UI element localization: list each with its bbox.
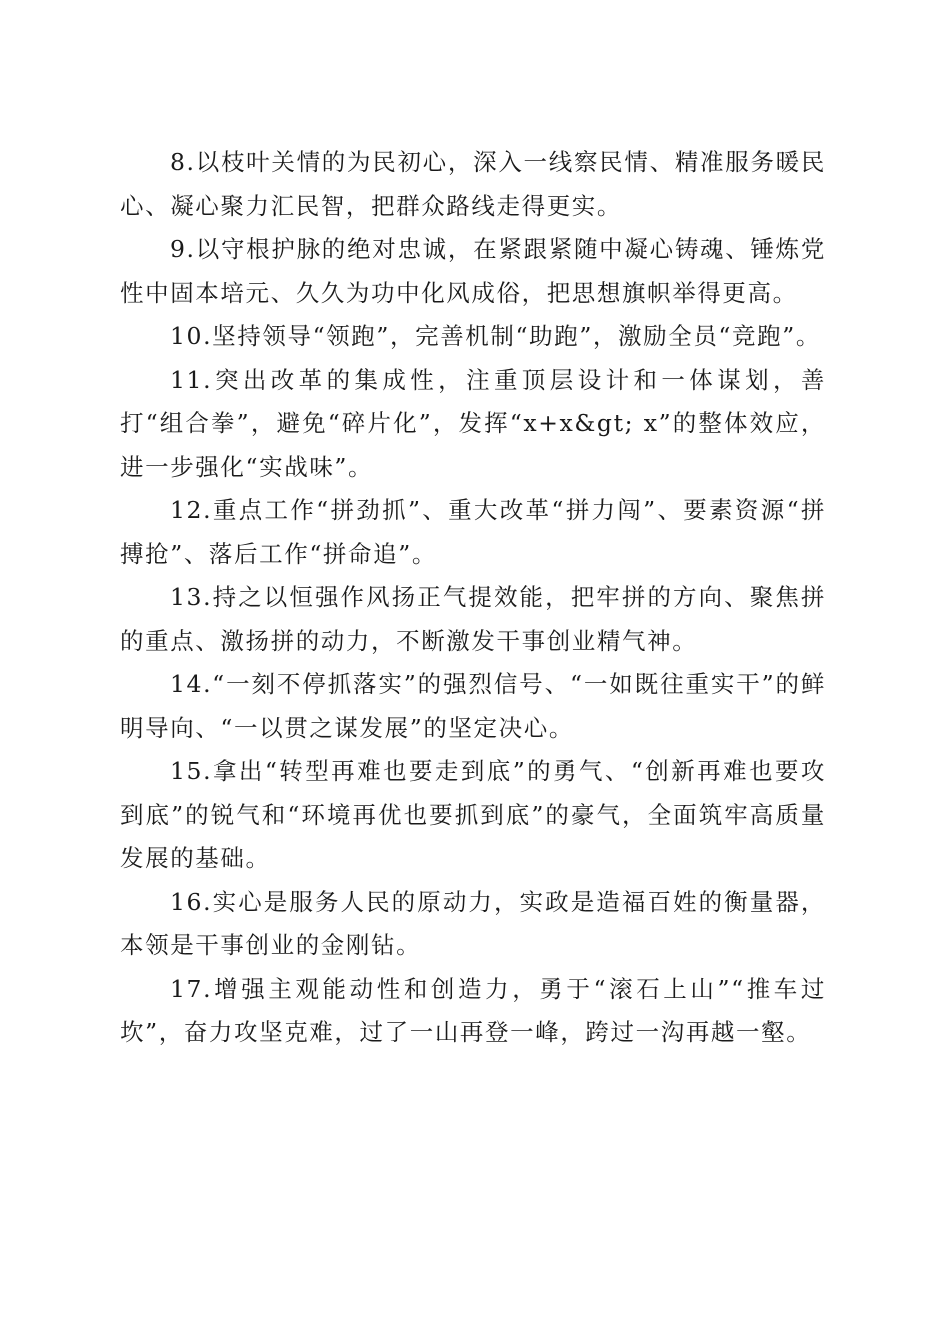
- paragraph-9: 9.以守根护脉的绝对忠诚，在紧跟紧随中凝心铸魂、锤炼党性中固本培元、久久为功中化风成俗，把思想旗帜举得更高。: [120, 235, 826, 307]
- paragraph-13: 13.持之以恒强作风扬正气提效能，把牢拼的方向、聚焦拼的重点、激扬拼的动力，不断激发干事创业精气神。: [120, 583, 826, 655]
- paragraph-12: 12.重点工作“拼劲抓”、重大改革“拼力闯”、要素资源“拼搏抢”、落后工作“拼命追”。: [120, 496, 826, 568]
- paragraph-15: 15.拿出“转型再难也要走到底”的勇气、“创新再难也要攻到底”的锐气和“环境再优也要抓到底”的豪气，全面筑牢高质量发展的基础。: [120, 757, 826, 872]
- paragraph-16: 16.实心是服务人民的原动力，实政是造福百姓的衡量器，本领是干事创业的金刚钻。: [120, 887, 826, 959]
- paragraph-8: 8.以枝叶关情的为民初心，深入一线察民情、精准服务暖民心、凝心聚力汇民智，把群众路线走得更实。: [120, 148, 826, 220]
- document-body: [120, 141, 826, 1055]
- paragraph-17: 17.增强主观能动性和创造力，勇于“滚石上山”“推车过坎”，奋力攻坚克难，过了一山再登一峰，跨过一沟再越一壑。: [120, 974, 826, 1046]
- paragraph-14: 14.“一刻不停抓落实”的强烈信号、“一如既往重实干”的鲜明导向、“一以贯之谋发展”的坚定决心。: [120, 670, 826, 742]
- paragraph-10: 10.坚持领导“领跑”，完善机制“助跑”，激励全员“竞跑”。: [170, 322, 821, 350]
- paragraph-11: 11.突出改革的集成性，注重顶层设计和一体谋划，善打“组合拳”，避免“碎片化”，发挥“x+x&gt; x”的整体效应，进一步强化“实战味”。: [120, 365, 826, 481]
